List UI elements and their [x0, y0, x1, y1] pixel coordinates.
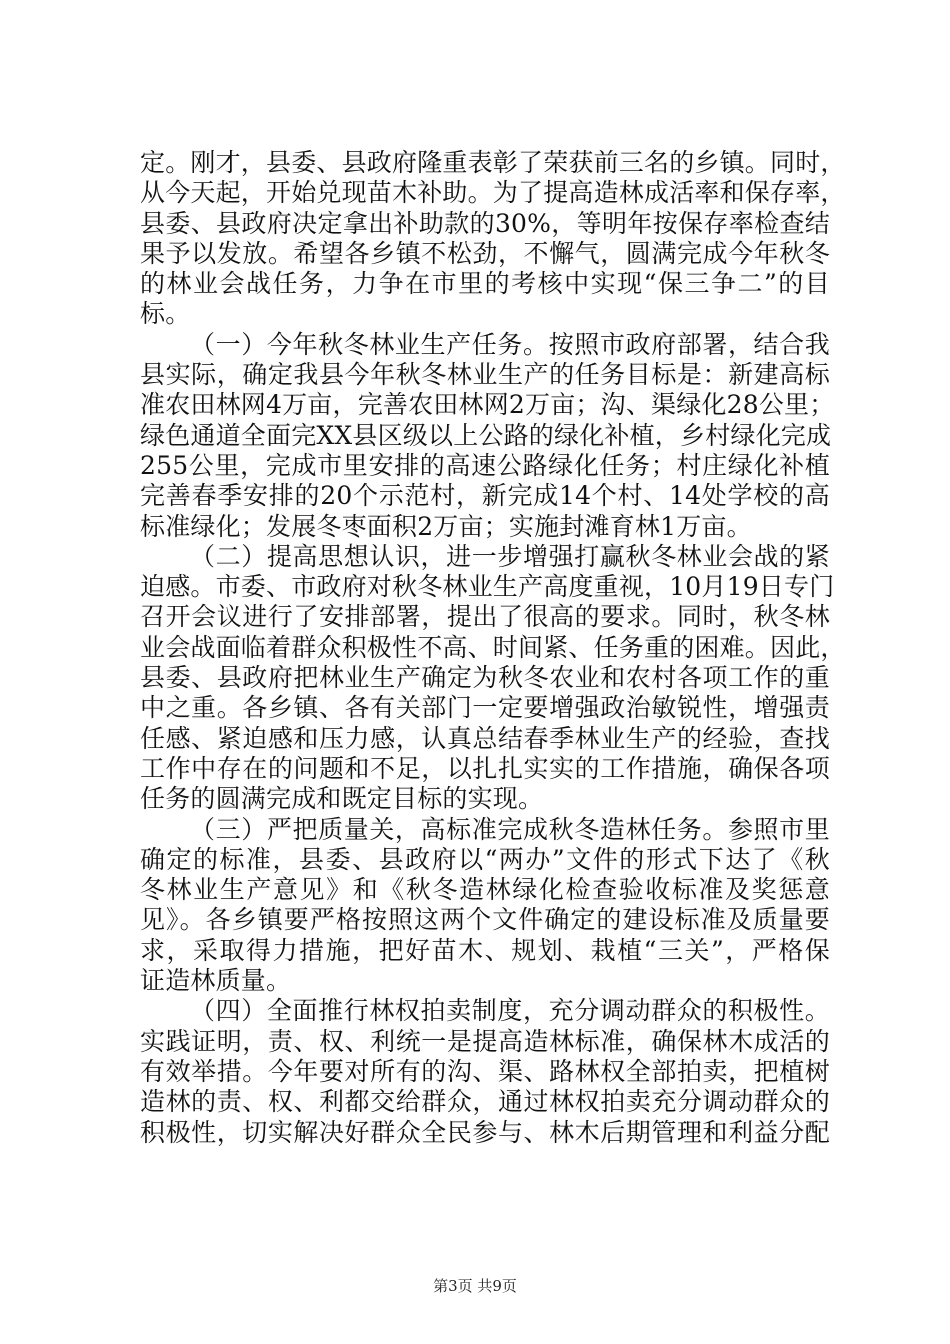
text-line: 绿色通道全面完XX县区级以上公路的绿化补植，乡村绿化完成 — [140, 420, 832, 450]
text-line: 县委、县政府决定拿出补助款的30%，等明年按保存率检查结 — [140, 208, 830, 238]
text-line: 迫感。市委、市政府对秋冬林业生产高度重视，10月19日专门 — [140, 572, 835, 602]
text-line: 果予以发放。希望各乡镇不松劲，不懈气，圆满完成今年秋冬 — [140, 238, 830, 268]
text-line: （二）提高思想认识，进一步增强打赢秋冬林业会战的紧 — [190, 541, 830, 571]
text-line: 求，采取得力措施，把好苗木、规划、栽植“三关”，严格保 — [140, 935, 830, 965]
text-line: 业会战面临着群众积极性不高、时间紧、任务重的困难。因此， — [140, 632, 846, 662]
text-line: 工作中存在的问题和不足，以扎扎实实的工作措施，确保各项 — [140, 753, 830, 783]
text-line: 有效举措。今年要对所有的沟、渠、路林权全部拍卖，把植树 — [140, 1056, 830, 1086]
text-line: 造林的责、权、利都交给群众，通过林权拍卖充分调动群众的 — [140, 1087, 830, 1117]
text-line: （一）今年秋冬林业生产任务。按照市政府部署，结合我 — [190, 329, 830, 359]
text-line: 冬林业生产意见》和《秋冬造林绿化检查验收标准及奖惩意 — [140, 875, 830, 905]
page-number-label: 第3页 共9页 — [433, 1277, 517, 1295]
text-line: 召开会议进行了安排部署，提出了很高的要求。同时，秋冬林 — [140, 602, 830, 632]
text-line: 中之重。各乡镇、各有关部门一定要增强政治敏锐性，增强责 — [140, 693, 830, 723]
text-line: （四）全面推行林权拍卖制度，充分调动群众的积极性。 — [190, 996, 830, 1026]
text-line: （三）严把质量关，高标准完成秋冬造林任务。参照市里 — [190, 814, 830, 844]
text-line: 完善春季安排的20个示范村，新完成14个村、14处学校的高 — [140, 481, 830, 511]
text-line: 证造林质量。 — [140, 966, 292, 996]
text-line: 任感、紧迫感和压力感，认真总结春季林业生产的经验，查找 — [140, 723, 830, 753]
text-line: 县委、县政府把林业生产确定为秋冬农业和农村各项工作的重 — [140, 663, 830, 693]
text-line: 定。刚才，县委、县政府隆重表彰了荣获前三名的乡镇。同时， — [140, 148, 846, 177]
document-body — [140, 148, 846, 1148]
text-line: 实践证明，责、权、利统一是提高造林标准，确保林木成活的 — [140, 1026, 830, 1056]
text-line: 标准绿化；发展冬枣面积2万亩；实施封滩育林1万亩。 — [140, 511, 752, 541]
text-line: 任务的圆满完成和既定目标的实现。 — [140, 784, 544, 814]
text-line: 255公里，完成市里安排的高速公路绿化任务；村庄绿化补植 — [140, 450, 830, 480]
page-footer — [0, 1275, 950, 1296]
text-line: 积极性，切实解决好群众全民参与、林木后期管理和利益分配 — [140, 1117, 830, 1147]
text-line: 从今天起，开始兑现苗木补助。为了提高造林成活率和保存率， — [140, 178, 846, 208]
text-line: 的林业会战任务，力争在市里的考核中实现“保三争二”的目 — [140, 269, 830, 299]
text-line: 县实际，确定我县今年秋冬林业生产的任务目标是：新建高标 — [140, 360, 830, 390]
text-line: 确定的标准，县委、县政府以“两办”文件的形式下达了《秋 — [140, 844, 830, 874]
text-line: 见》。各乡镇要严格按照这两个文件确定的建设标准及质量要 — [140, 905, 830, 935]
text-line: 标。 — [140, 299, 191, 329]
text-line: 准农田林网4万亩，完善农田林网2万亩；沟、渠绿化28公里； — [140, 390, 835, 420]
